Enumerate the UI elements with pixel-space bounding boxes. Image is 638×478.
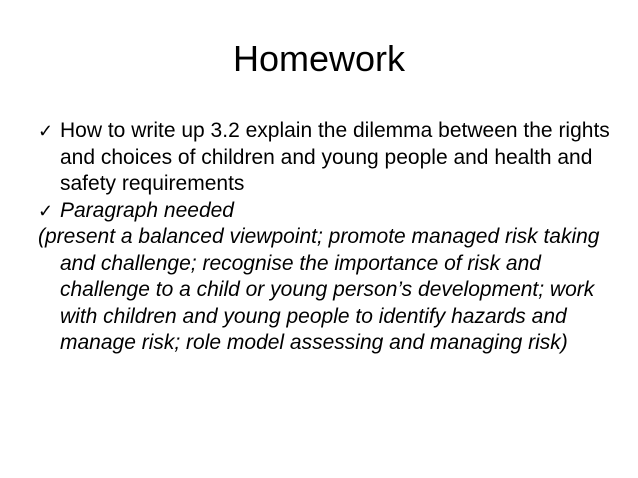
bullet-text-2: Paragraph needed [60, 198, 234, 222]
slide-body [38, 118, 618, 357]
bullet-text-1: How to write up 3.2 explain the dilemma between the rights and choices of children and young people and health and safety requirements [60, 119, 610, 195]
note-paragraph: (present a balanced viewpoint; promote managed risk taking and challenge; recognise the importance of risk and challenge to a child or young person’s development; work with children and young people to identify hazards and manage risk; role model assessing and managing risk) [38, 225, 600, 354]
checkmark-icon: ✓ [38, 200, 54, 221]
checkmark-icon: ✓ [38, 121, 54, 141]
bullet-item-2 [38, 198, 618, 225]
bullet-item-1 [38, 118, 618, 198]
slide-title: Homework [232, 38, 406, 79]
